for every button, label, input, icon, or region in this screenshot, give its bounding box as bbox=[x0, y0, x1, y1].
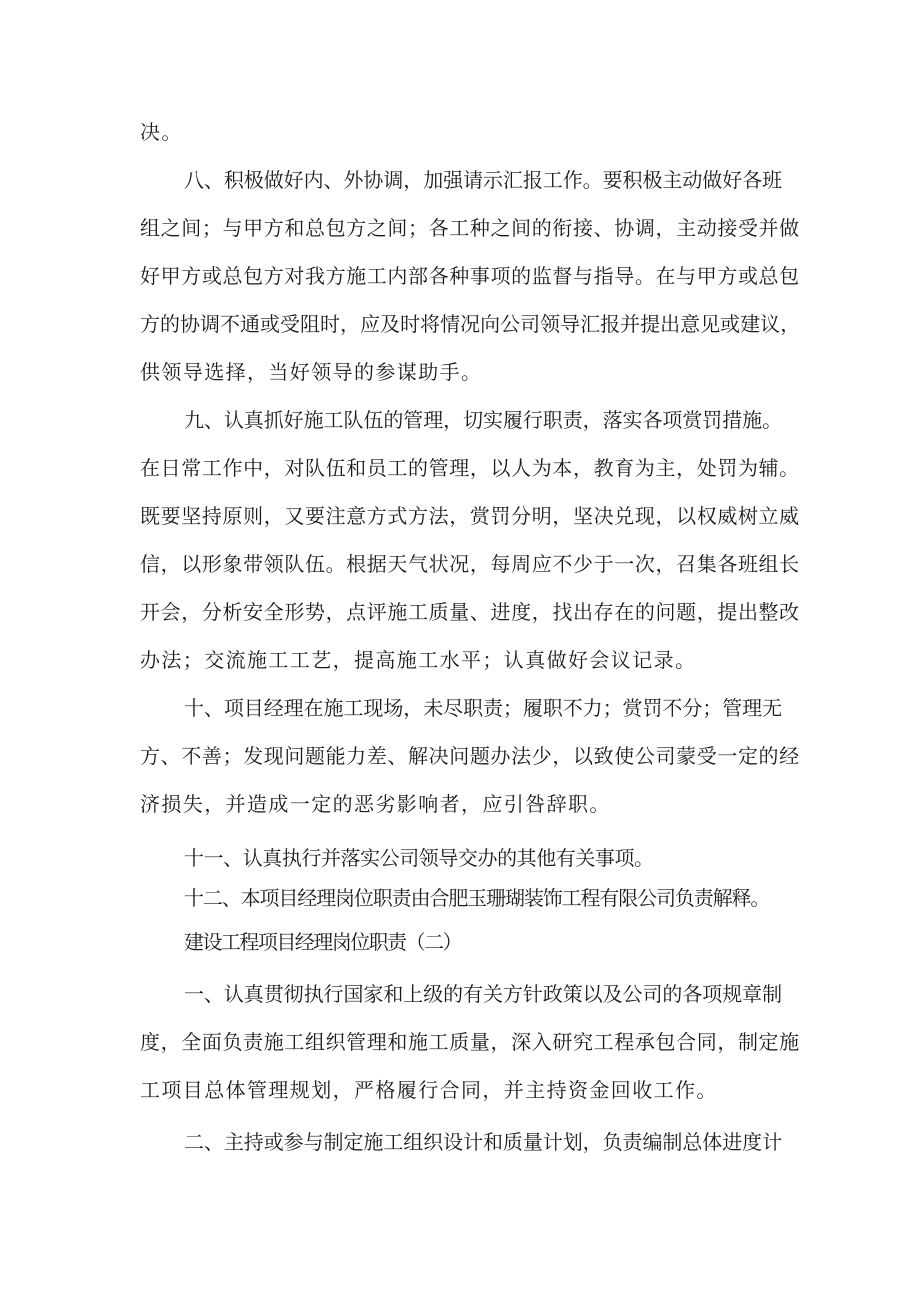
text-line: 工项目总体管理规划，严格履行合同，并主持资金回收工作。 bbox=[140, 1078, 718, 1102]
text-line: 度，全面负责施工组织管理和施工质量，深入研究工程承包合同，制定施 bbox=[140, 1030, 800, 1054]
text-line: 十二、本项目经理岗位职责由合肥玉珊瑚装饰工程有限公司负责解释。 bbox=[184, 886, 770, 910]
section-heading: 建设工程项目经理岗位职责（二） bbox=[184, 930, 461, 954]
text-line: 办法；交流施工工艺，提高施工水平；认真做好会议记录。 bbox=[140, 648, 697, 672]
text-line: 十、项目经理在施工现场，未尽职责；履职不力；赏罚不分；管理无 bbox=[184, 696, 782, 720]
text-line: 信，以形象带领队伍。根据天气状况，每周应不少于一次，召集各班组长 bbox=[140, 552, 800, 576]
text-line: 一、认真贯彻执行国家和上级的有关方针政策以及公司的各项规章制 bbox=[184, 982, 782, 1006]
text-line: 十一、认真执行并落实公司领导交办的其他有关事项。 bbox=[184, 846, 654, 870]
text-line: 方、不善；发现问题能力差、解决问题办法少，以致使公司蒙受一定的经 bbox=[140, 744, 800, 768]
text-line: 在日常工作中，对队伍和员工的管理，以人为本，教育为主，处罚为辅。 bbox=[140, 456, 800, 480]
text-line: 济损失，并造成一定的恶劣影响者，应引咎辞职。 bbox=[140, 792, 611, 816]
text-line: 组之间；与甲方和总包方之间；各工种之间的衔接、协调，主动接受并做 bbox=[140, 216, 800, 240]
text-line: 供领导选择，当好领导的参谋助手。 bbox=[140, 360, 483, 384]
text-line: 好甲方或总包方对我方施工内部各种事项的监督与指导。在与甲方或总包 bbox=[140, 264, 800, 288]
text-line: 二、主持或参与制定施工组织设计和质量计划，负责编制总体进度计 bbox=[184, 1130, 782, 1154]
text-line: 九、认真抓好施工队伍的管理，切实履行职责，落实各项赏罚措施。 bbox=[184, 408, 782, 432]
text-line: 八、积极做好内、外协调，加强请示汇报工作。要积极主动做好各班 bbox=[184, 168, 782, 192]
text-line: 既要坚持原则，又要注意方式方法，赏罚分明，坚决兑现，以权威树立威 bbox=[140, 504, 800, 528]
text-line: 方的协调不通或受阻时，应及时将情况向公司领导汇报并提出意见或建议， bbox=[140, 312, 801, 336]
text-line: 开会，分析安全形势，点评施工质量、进度，找出存在的问题，提出整改 bbox=[140, 600, 800, 624]
text-line: 决。 bbox=[140, 120, 183, 144]
